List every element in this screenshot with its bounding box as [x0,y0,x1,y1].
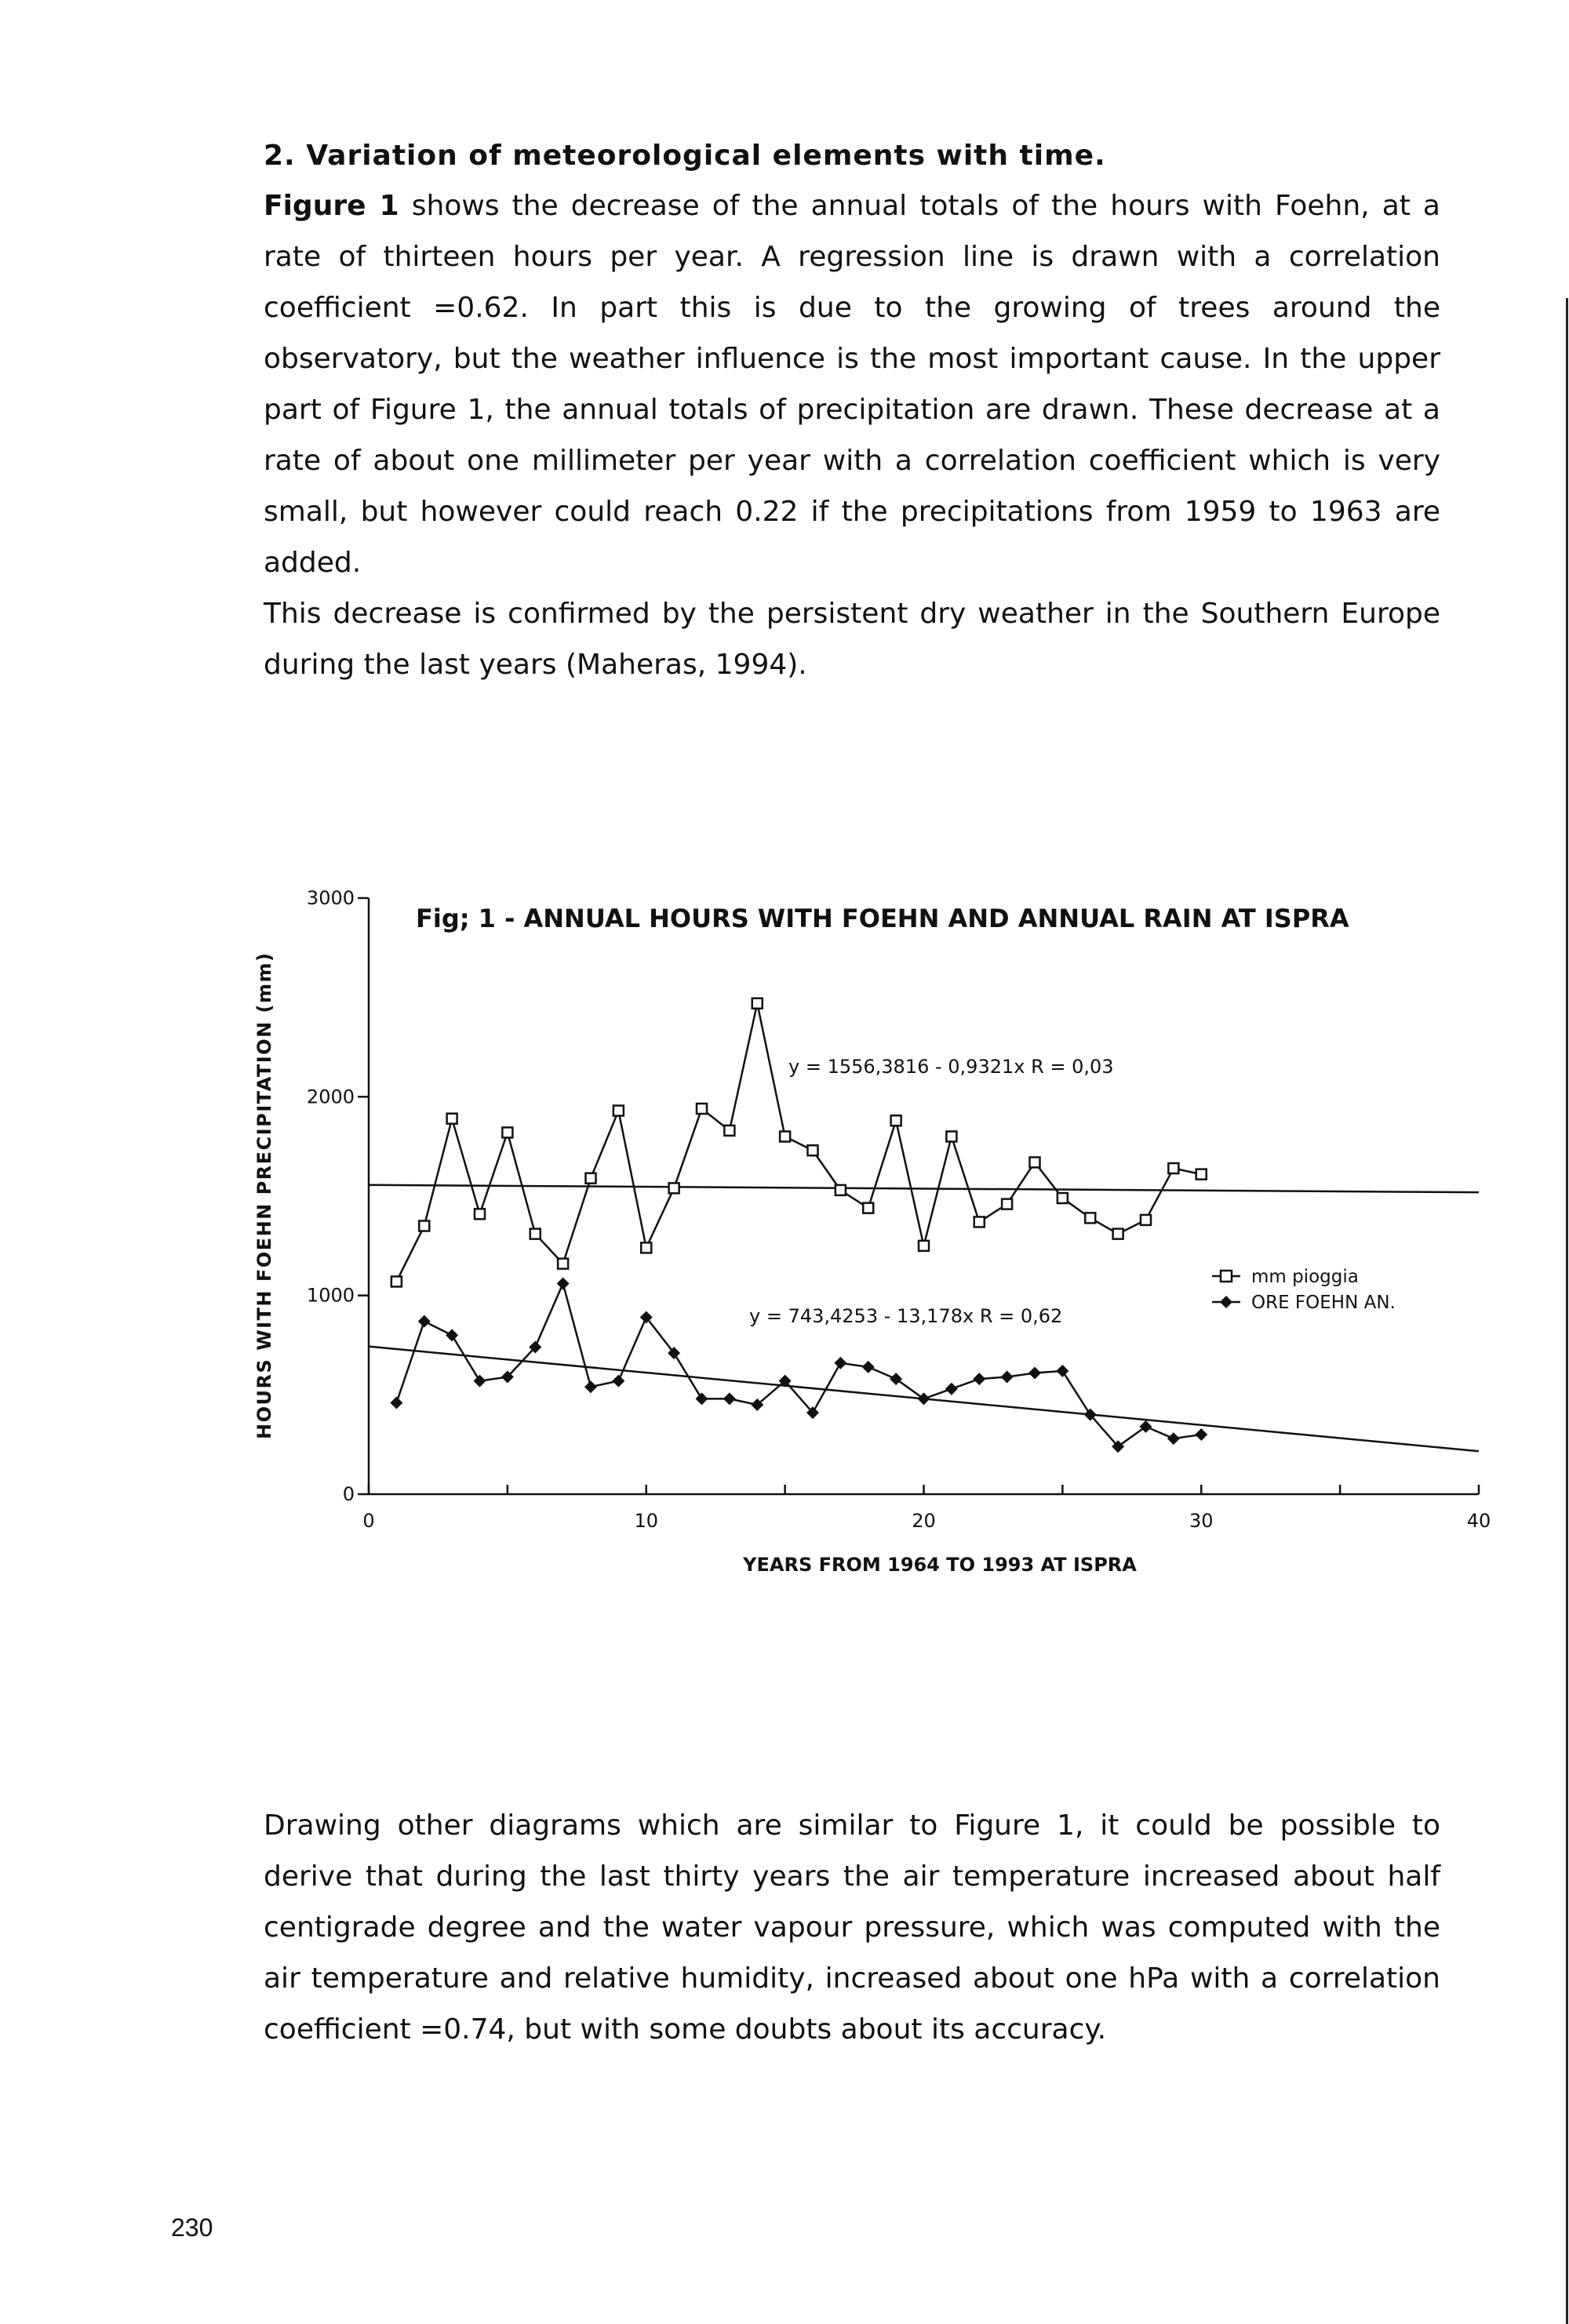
precipitation-point [558,1259,568,1269]
precipitation-point [586,1173,596,1184]
foehn-point [918,1392,930,1405]
chart-labels [253,887,1491,1576]
precipitation-point [974,1217,985,1227]
precipitation-point [1196,1169,1207,1180]
foehn-point [1140,1420,1152,1433]
precipitation-point [1141,1215,1151,1225]
precipitation-point [863,1203,873,1213]
y-axis-label: HOURS WITH FOEHN PRECIPITATION (mm) [253,953,275,1439]
foehn-point [1167,1432,1180,1445]
y-tick-label: 0 [342,1483,355,1505]
figure-reference: Figure 1 [264,190,399,222]
foehn-point [474,1375,486,1387]
precipitation-point [724,1126,734,1136]
paragraph-1-text: shows the decrease of the annual totals of the hours with Foehn, at a rate of thirteen hours per year. A regression line is drawn with a correlation coefficient =0.62. In part this is due to the growing of trees around the observatory, but the weather influence is the most important cause. In the upper part of Figure 1, the annual totals of precipitation are drawn. These decrease at a rate of about one millimeter per year with a correlation coefficient which is very small, but however could reach 0.22 if the precipitations from 1959 to 1963 are added. [264,190,1440,579]
section-heading: 2. Variation of meteorological elements with time. [264,140,1106,172]
foehn-point [945,1383,958,1395]
x-tick-label: 10 [634,1510,659,1532]
foehn-point [446,1329,458,1341]
precipitation-point [835,1185,846,1195]
legend-diamond-marker-icon [1220,1296,1232,1308]
precipitation-point [1030,1157,1040,1167]
foehn-point [1028,1366,1041,1379]
foehn-point [834,1357,846,1369]
paragraph-2: Drawing other diagrams which are similar to Figure 1, it could be possible to derive that during the last thirty years the air temperature increased about half centigrade degree and the water vapour pressure, which was computed with the air temperature and relative humidity, increased about one hPa with a correlation coefficient =0.74, but with some doubts about its accuracy. [264,1809,1440,2046]
foehn-point [557,1277,570,1289]
x-tick-label: 0 [362,1510,375,1532]
foehn-point [418,1315,431,1328]
foehn-point [696,1392,708,1405]
precipitation-point [780,1132,790,1142]
precipitation-point [1168,1163,1178,1173]
y-tick-label: 3000 [306,887,355,909]
precipitation-series-line [396,1003,1201,1282]
precipitation-point [891,1115,901,1126]
precipitation-point [808,1145,818,1155]
precipitation-point [919,1241,929,1251]
foehn-point [1001,1371,1014,1384]
chart-title: Fig; 1 - ANNUAL HOURS WITH FOEHN AND ANNUAL RAIN AT ISPRA [416,904,1349,933]
precipitation-point [697,1104,707,1114]
foehn-point [612,1375,624,1387]
precipitation-point [669,1183,679,1193]
foehn-point [890,1373,902,1385]
foehn-point [1056,1365,1068,1377]
x-tick-label: 30 [1189,1510,1214,1532]
x-axis-label: YEARS FROM 1964 TO 1993 AT ISPRA [743,1554,1137,1576]
precipitation-point [530,1229,541,1239]
precipitation-point [475,1209,485,1219]
foehn-point [1195,1428,1207,1441]
precipitation-point [1058,1193,1068,1203]
trendline-precipitation [369,1185,1479,1192]
precipitation-point [1085,1213,1095,1223]
precipitation-point [946,1132,956,1142]
foehn-point [973,1373,985,1385]
precipitation-point [641,1242,651,1253]
precipitation-point [447,1114,457,1124]
foehn-point [723,1392,736,1405]
foehn-point [862,1361,875,1373]
legend-foehn-label: ORE FOEHN AN. [1251,1293,1396,1313]
precipitation-point [1113,1229,1123,1239]
legend-precipitation-label: mm pioggia [1251,1267,1359,1287]
y-tick-label: 1000 [306,1284,355,1307]
precipitation-point [752,998,763,1009]
precipitation-point [613,1106,624,1116]
precipitation-point [391,1276,402,1286]
precipitation-equation-label: y = 1556,3816 - 0,9321x R = 0,03 [788,1056,1114,1078]
foehn-point [390,1396,402,1409]
precipitation-point [502,1127,512,1137]
foehn-equation-label: y = 743,4253 - 13,178x R = 0,62 [749,1305,1063,1327]
y-tick-label: 2000 [306,1086,355,1108]
page-number: 230 [171,2213,213,2242]
precipitation-point [1002,1199,1012,1209]
x-tick-label: 40 [1466,1510,1491,1532]
foehn-point [584,1380,597,1393]
legend-square-marker-icon [1221,1271,1232,1282]
x-tick-label: 20 [912,1510,936,1532]
paragraph-1-text-2: This decrease is confirmed by the persistent dry weather in the Southern Europe during the last years (Maheras, 1994). [264,598,1440,681]
precipitation-point [419,1221,429,1231]
